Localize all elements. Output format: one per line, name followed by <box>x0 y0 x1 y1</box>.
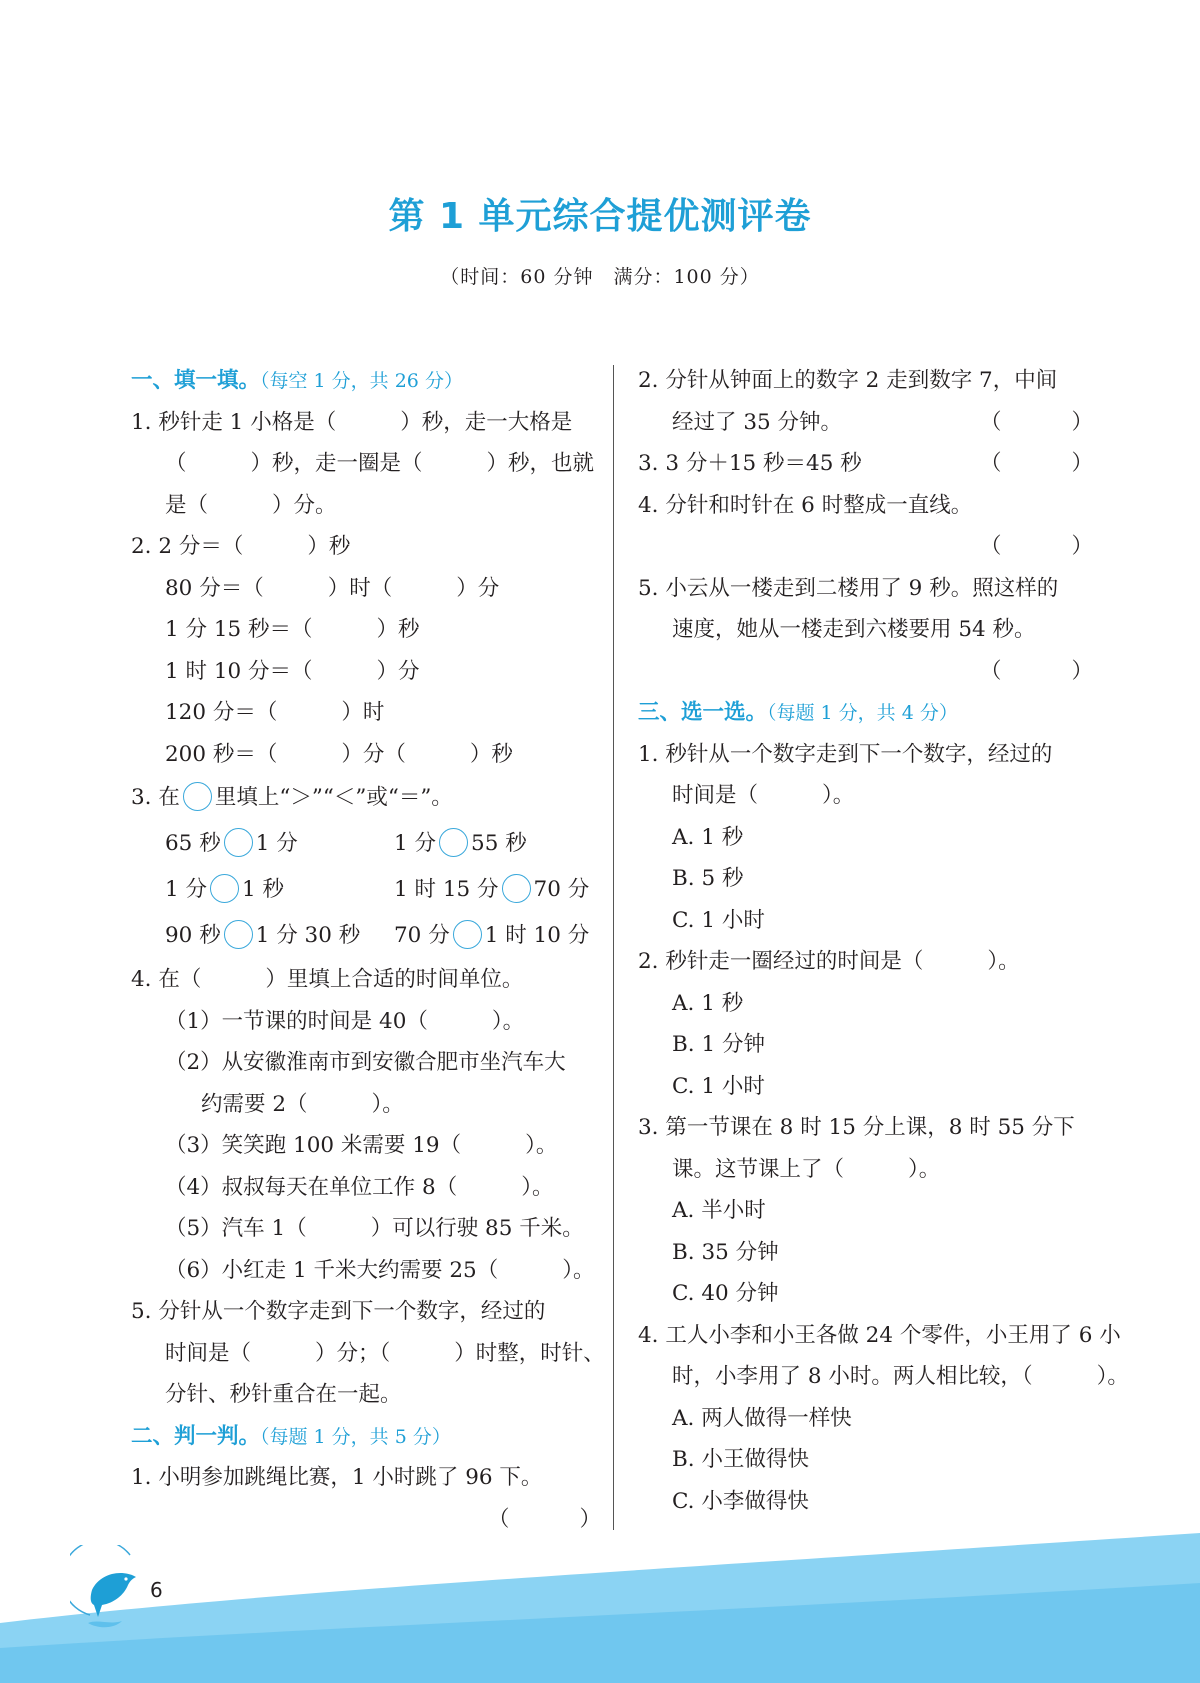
footer-wave <box>0 1533 1200 1683</box>
question-2-line-2: 80 分＝（ ）时（ ）分 <box>165 575 500 601</box>
judge-2-line-2: 经过了 35 分钟。 （ ） <box>672 409 1093 435</box>
question-1-line-2: （ ）秒，走一圈是（ ）秒，也就 <box>165 451 595 476</box>
judge-5-line-2: 速度，她从一楼走到六楼要用 54 秒。 <box>672 617 1036 642</box>
section-fill-title: 一、填一填。（每空 1 分，共 26 分） <box>131 368 463 393</box>
judge-2-line-1: 2. 分针从钟面上的数字 2 走到数字 7，中间 <box>638 368 1058 393</box>
choice-option[interactable]: A. 半小时 <box>672 1198 766 1223</box>
exam-info: （时间：60 分钟 满分：100 分） <box>440 266 760 288</box>
question-2-line-6: 200 秒＝（ ）分（ ）秒 <box>165 741 513 767</box>
question-1-line-3: 是（ ）分。 <box>165 492 337 518</box>
compare-circle[interactable] <box>224 828 253 857</box>
choice-option[interactable]: A. 1 秒 <box>672 824 744 850</box>
compare-circle[interactable] <box>210 874 239 903</box>
section-choose-title: 三、选一选。（每题 1 分，共 4 分） <box>638 700 958 725</box>
question-4-item-6: （6）小红走 1 千米大约需要 25（ ）。 <box>165 1257 595 1283</box>
question-4-item-5: （5）汽车 1（ ）可以行驶 85 千米。 <box>165 1216 584 1241</box>
choice-1-line-2: 时间是（ ）。 <box>672 783 855 808</box>
compare-row-1: 65 秒 1 分 1 分 55 秒 <box>131 821 601 867</box>
judge-4-answer: （ ） <box>979 534 1093 559</box>
section-judge-title: 二、判一判。（每题 1 分，共 5 分） <box>131 1423 451 1449</box>
choice-1-line-1: 1. 秒针从一个数字走到下一个数字，经过的 <box>638 741 1053 767</box>
right-column <box>638 360 1129 1522</box>
question-5-line-1: 5. 分针从一个数字走到下一个数字，经过的 <box>131 1299 546 1324</box>
compare-circle[interactable] <box>224 920 253 949</box>
choice-option[interactable]: B. 1 分钟 <box>672 1032 765 1057</box>
choice-option[interactable]: A. 1 秒 <box>672 990 744 1016</box>
question-4-heading: 4. 在（ ）里填上合适的时间单位。 <box>131 967 524 992</box>
choice-option[interactable]: C. 40 分钟 <box>672 1281 779 1306</box>
question-5-line-3: 分针、秒针重合在一起。 <box>165 1382 402 1407</box>
choice-option[interactable]: C. 1 小时 <box>672 907 765 933</box>
question-2-line-3: 1 分 15 秒＝（ ）秒 <box>165 617 420 642</box>
question-2-line-5: 120 分＝（ ）时 <box>165 700 385 725</box>
question-1-line-1: 1. 秒针走 1 小格是（ ）秒，走一大格是 <box>131 409 573 435</box>
question-4-item-1: （1）一节课的时间是 40（ ）。 <box>165 1008 525 1034</box>
choice-option[interactable]: B. 5 秒 <box>672 866 744 891</box>
choice-option[interactable]: C. 1 小时 <box>672 1073 765 1099</box>
question-4-item-3: （3）笑笑跑 100 米需要 19（ ）。 <box>165 1133 558 1158</box>
compare-circle[interactable] <box>439 828 468 857</box>
choice-2-line-1: 2. 秒针走一圈经过的时间是（ ）。 <box>638 949 1020 974</box>
judge-1-answer: （ ） <box>487 1506 601 1532</box>
compare-circle-icon <box>183 782 212 811</box>
choice-4-line-2: 时，小李用了 8 小时。两人相比较，（ ）。 <box>672 1364 1129 1389</box>
choice-3-line-1: 3. 第一节课在 8 时 15 分上课，8 时 55 分下 <box>638 1115 1075 1140</box>
choice-option[interactable]: B. 35 分钟 <box>672 1239 779 1265</box>
choice-4-line-1: 4. 工人小李和小王各做 24 个零件，小王用了 6 小 <box>638 1322 1121 1348</box>
column-divider <box>613 365 614 1530</box>
choice-option[interactable]: A. 两人做得一样快 <box>672 1405 852 1431</box>
question-2-line-4: 1 时 10 分＝（ ）分 <box>165 658 420 684</box>
question-5-line-2: 时间是（ ）分；（ ）时整，时针、 <box>165 1340 605 1366</box>
compare-circle[interactable] <box>502 874 531 903</box>
compare-circle[interactable] <box>453 920 482 949</box>
question-4-item-4: （4）叔叔每天在单位工作 8（ ）。 <box>165 1174 554 1200</box>
judge-1: 1. 小明参加跳绳比赛，1 小时跳了 96 下。 <box>131 1465 543 1490</box>
question-3-heading: 3. 在 里填上“＞”“＜”或“＝”。 <box>131 775 601 821</box>
dolphin-icon <box>70 1545 160 1635</box>
choice-3-line-2: 课。这节课上了（ ）。 <box>672 1156 941 1182</box>
page-title: 第 1 单元综合提优测评卷 <box>388 196 812 237</box>
judge-3: 3. 3 分＋15 秒＝45 秒 （ ） <box>638 451 1093 476</box>
left-column <box>131 360 605 1540</box>
judge-4: 4. 分针和时针在 6 时整成一直线。 <box>638 492 973 518</box>
page-number: 6 <box>150 1578 163 1602</box>
question-4-item-2-cont: 约需要 2（ ）。 <box>201 1091 404 1117</box>
question-2-line-1: 2. 2 分＝（ ）秒 <box>131 534 351 559</box>
question-4-item-2: （2）从安徽淮南市到安徽合肥市坐汽车大 <box>165 1050 566 1075</box>
judge-5-line-1: 5. 小云从一楼走到二楼用了 9 秒。照这样的 <box>638 575 1059 601</box>
compare-row-3: 90 秒 1 分 30 秒 70 分 1 时 10 分 <box>131 913 601 959</box>
choice-option[interactable]: C. 小李做得快 <box>672 1488 809 1514</box>
choice-option[interactable]: B. 小王做得快 <box>672 1447 809 1472</box>
compare-row-2: 1 分 1 秒 1 时 15 分 70 分 <box>131 867 601 913</box>
judge-5-answer: （ ） <box>979 658 1093 684</box>
